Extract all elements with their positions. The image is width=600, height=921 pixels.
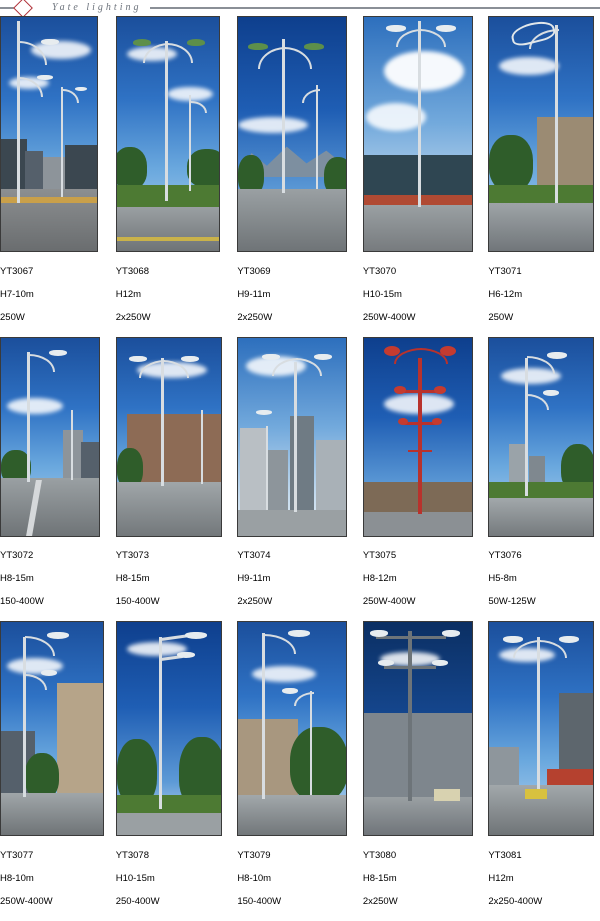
- lamp-arm-left: [384, 666, 410, 669]
- product-cell[interactable]: [488, 621, 600, 919]
- road: [489, 498, 593, 536]
- lamp-arm-right: [410, 636, 446, 639]
- product-power: 250W: [0, 311, 25, 323]
- product-caption: [488, 252, 600, 335]
- barrier: [1, 197, 98, 203]
- product-cell[interactable]: [363, 337, 483, 620]
- product-photo: [0, 621, 104, 836]
- lamp-arm-right: [410, 666, 436, 669]
- product-power: 250W-400W: [362, 311, 416, 323]
- product-caption: [237, 836, 357, 919]
- building: [63, 430, 83, 478]
- building: [1, 139, 27, 191]
- product-power: 250W-400W: [0, 895, 53, 907]
- product-code: YT3070: [362, 265, 397, 277]
- building: [25, 151, 43, 191]
- lamp-head: [47, 632, 69, 639]
- road: [238, 510, 346, 536]
- tree: [187, 149, 220, 187]
- product-caption: [116, 537, 232, 620]
- lamp-head: [262, 354, 280, 360]
- road: [364, 797, 472, 835]
- product-photo: [116, 16, 220, 252]
- product-height: H9-11m: [237, 288, 271, 300]
- road: [117, 482, 221, 536]
- product-height: H8-10m: [237, 872, 272, 884]
- road: [489, 203, 593, 251]
- lamp-post: [159, 637, 162, 809]
- product-power: 250-400W: [115, 895, 160, 907]
- lamp-post: [262, 633, 265, 799]
- product-code: YT3068: [115, 265, 149, 277]
- product-code: YT3078: [115, 849, 149, 861]
- product-row: [0, 16, 600, 335]
- product-caption: [0, 537, 110, 620]
- lamp-head: [386, 25, 406, 32]
- road: [117, 813, 221, 835]
- lamp-post: [165, 41, 168, 201]
- road: [117, 207, 219, 251]
- product-power: 2x250W: [115, 311, 151, 323]
- product-caption: [488, 537, 600, 620]
- product-cell[interactable]: [116, 337, 232, 620]
- lamp-post: [294, 362, 297, 512]
- lamp-head: [442, 630, 460, 637]
- product-height: H12m: [115, 288, 142, 300]
- lamp-head: [37, 75, 53, 80]
- product-height: H8-15m: [0, 573, 34, 584]
- lamp-head: [432, 418, 442, 425]
- product-code: YT3073: [115, 550, 149, 561]
- cloud: [499, 57, 559, 75]
- lamp-head: [256, 410, 272, 415]
- lamp-head: [49, 350, 67, 356]
- lamp-head: [370, 630, 388, 637]
- product-height: H9-11m: [237, 573, 271, 584]
- building: [364, 713, 473, 799]
- lamp-head: [133, 39, 151, 46]
- building: [240, 428, 266, 512]
- lamp-head: [75, 87, 87, 91]
- product-code: YT3080: [362, 849, 397, 861]
- building: [238, 719, 298, 797]
- parked-car: [434, 789, 460, 801]
- lamp-head: [41, 670, 57, 676]
- lamp-head: [398, 418, 408, 425]
- product-code: YT3072: [0, 550, 34, 561]
- product-height: H8-15m: [362, 872, 397, 884]
- lamp-head: [181, 356, 199, 362]
- lamp-post: [537, 637, 540, 789]
- lamp-head: [394, 386, 406, 394]
- lamp-head: [434, 386, 446, 394]
- road: [1, 793, 103, 835]
- header-rule-right: [150, 7, 600, 9]
- lamp-post: [23, 637, 26, 797]
- product-cell[interactable]: [363, 621, 483, 919]
- product-code: YT3081: [488, 849, 522, 861]
- product-code: YT3067: [0, 265, 34, 277]
- tree: [489, 135, 533, 191]
- lamp-head: [314, 354, 332, 360]
- product-photo: [237, 337, 347, 537]
- product-photo: [488, 337, 594, 537]
- product-code: YT3076: [488, 550, 522, 561]
- product-height: H5-8m: [488, 573, 517, 584]
- lamp-post: [61, 87, 63, 197]
- product-power: 250W: [488, 311, 514, 323]
- product-power: 2x250W: [362, 895, 398, 907]
- product-height: H6-12m: [488, 288, 523, 300]
- product-row: [0, 621, 600, 919]
- cloud: [384, 51, 464, 91]
- product-photo: [116, 621, 222, 836]
- product-caption: [363, 252, 483, 335]
- product-caption: [116, 252, 232, 335]
- lamp-cross-arm: [408, 450, 432, 452]
- cloud: [366, 103, 426, 131]
- product-cell[interactable]: [116, 621, 232, 919]
- product-cell[interactable]: [363, 16, 483, 335]
- lamp-head: [384, 346, 400, 356]
- product-caption: [363, 836, 483, 919]
- diamond-logo-icon: [13, 0, 33, 16]
- product-cell[interactable]: [237, 621, 357, 919]
- product-cell[interactable]: [488, 337, 600, 620]
- product-height: H10-15m: [362, 288, 402, 300]
- lamp-post: [266, 426, 268, 510]
- product-caption: [237, 252, 357, 335]
- lamp-post: [310, 691, 312, 795]
- product-caption: [363, 537, 483, 620]
- lamp-post: [408, 631, 412, 801]
- product-height: H10-15m: [115, 872, 155, 884]
- lamp-post: [555, 25, 558, 203]
- road: [238, 795, 346, 835]
- lamp-head: [543, 390, 559, 396]
- product-cell[interactable]: [237, 337, 357, 620]
- product-height: H8-12m: [362, 573, 397, 584]
- cloud: [238, 117, 308, 133]
- product-caption: [237, 537, 357, 620]
- lamp-post: [418, 21, 421, 207]
- lamp-post: [201, 410, 203, 484]
- product-code: YT3079: [237, 849, 271, 861]
- lamp-post: [418, 358, 422, 514]
- lamp-head: [440, 346, 456, 356]
- product-row: [0, 337, 600, 620]
- page-header: [0, 0, 600, 16]
- product-cell[interactable]: [0, 337, 110, 620]
- product-photo: [237, 621, 347, 836]
- lamp-head: [41, 39, 59, 45]
- road: [1, 478, 99, 536]
- product-power: 150-400W: [115, 596, 160, 607]
- tree: [116, 147, 147, 189]
- product-photo: [0, 337, 100, 537]
- building: [65, 145, 98, 191]
- lamp-head: [304, 43, 324, 50]
- lamp-post: [71, 410, 73, 480]
- lamp-head: [177, 652, 195, 658]
- lamp-head: [187, 39, 205, 46]
- lamp-head: [378, 660, 394, 666]
- building: [81, 442, 100, 478]
- product-photo: [488, 621, 594, 836]
- product-cell[interactable]: [488, 16, 600, 335]
- cloud: [7, 398, 63, 414]
- product-caption: [116, 836, 232, 919]
- lamp-head: [185, 632, 207, 639]
- product-code: YT3071: [488, 265, 522, 277]
- brand-title: Yate lighting: [52, 2, 142, 13]
- taxi: [525, 789, 547, 799]
- product-cell[interactable]: [0, 621, 110, 919]
- product-caption: [488, 836, 600, 919]
- product-cell[interactable]: [237, 16, 357, 335]
- product-photo: [237, 16, 347, 252]
- lamp-post: [525, 358, 528, 496]
- product-height: H7-10m: [0, 288, 34, 300]
- lamp-cross-arm: [404, 422, 436, 425]
- product-photo: [0, 16, 98, 252]
- product-cell[interactable]: [0, 16, 110, 335]
- road: [364, 205, 472, 251]
- road-marking: [117, 237, 220, 241]
- product-photo: [116, 337, 222, 537]
- product-height: H8-15m: [115, 573, 150, 584]
- building: [489, 747, 519, 787]
- product-photo: [363, 16, 473, 252]
- product-code: YT3077: [0, 849, 34, 861]
- product-code: YT3074: [237, 550, 271, 561]
- product-power: 250W-400W: [362, 596, 416, 607]
- product-photo: [363, 337, 473, 537]
- product-power: 2x250W: [237, 596, 273, 607]
- product-power: 2x250W: [237, 311, 273, 323]
- product-power: 150-400W: [237, 895, 282, 907]
- building: [57, 683, 104, 795]
- lamp-head: [248, 43, 268, 50]
- product-photo: [363, 621, 473, 836]
- product-power: 50W-125W: [488, 596, 536, 607]
- lamp-head: [436, 25, 456, 32]
- road: [238, 189, 346, 251]
- product-height: H12m: [488, 872, 514, 884]
- product-code: YT3075: [362, 550, 397, 561]
- product-height: H8-10m: [0, 872, 34, 884]
- lamp-head: [547, 352, 567, 359]
- lamp-head: [129, 356, 147, 362]
- product-power: 2x250-400W: [488, 895, 543, 907]
- product-photo: [488, 16, 594, 252]
- product-code: YT3069: [237, 265, 271, 277]
- product-caption: [0, 836, 110, 919]
- product-caption: [0, 252, 110, 335]
- product-power: 150-400W: [0, 596, 44, 607]
- building: [316, 440, 346, 512]
- product-grid: [0, 16, 600, 921]
- building: [537, 117, 594, 185]
- product-cell[interactable]: [116, 16, 232, 335]
- building: [266, 450, 288, 512]
- tree: [290, 727, 347, 801]
- lamp-head: [432, 660, 448, 666]
- road: [364, 512, 472, 536]
